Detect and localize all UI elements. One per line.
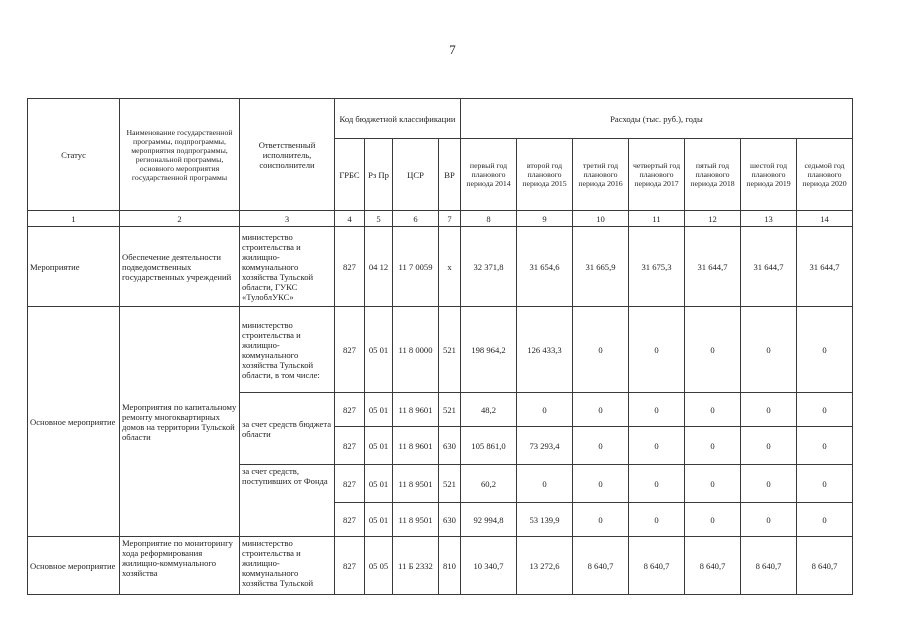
status-cell: Мероприятие (28, 227, 120, 307)
value-cell: 0 (741, 503, 797, 537)
status-cell: Основное мероприятие (28, 307, 120, 537)
value-cell: 31 675,3 (629, 227, 685, 307)
header-year-2016: третий год планового периода 2016 (573, 139, 629, 211)
header-year-2020: седьмой год планового периода 2020 (797, 139, 853, 211)
header-year-2019: шестой год планового периода 2019 (741, 139, 797, 211)
value-cell: 105 861,0 (461, 427, 517, 465)
header-year-2018: пятый год планового периода 2018 (685, 139, 741, 211)
executor-cell: министерство строительства и жилищно-коммунального хозяйства Тульской области, в том числе: (240, 307, 335, 393)
header-executor: Ответственный исполнитель, соисполнители (240, 99, 335, 211)
value-cell: 48,2 (461, 393, 517, 427)
value-cell: 0 (517, 465, 573, 503)
column-number: 9 (517, 211, 573, 227)
value-cell: 73 293,4 (517, 427, 573, 465)
value-cell: 0 (741, 393, 797, 427)
executor-cell: за счет средств бюджета области (240, 393, 335, 465)
status-cell: Основное мероприятие (28, 537, 120, 595)
header-csr: ЦСР (393, 139, 439, 211)
value-cell: 0 (573, 427, 629, 465)
value-cell: 0 (797, 465, 853, 503)
value-cell: 31 644,7 (685, 227, 741, 307)
value-cell: 0 (685, 503, 741, 537)
column-number: 11 (629, 211, 685, 227)
rzpr-cell: 05 01 (365, 465, 393, 503)
value-cell: 8 640,7 (685, 537, 741, 595)
value-cell: 0 (685, 465, 741, 503)
page-number: 7 (449, 42, 456, 57)
name-cell: Мероприятие по мониторингу хода реформирования жилищно-коммунального хозяйства (120, 537, 240, 595)
header-rzpr: Рз Пр (365, 139, 393, 211)
value-cell: 0 (629, 503, 685, 537)
csr-cell: 11 7 0059 (393, 227, 439, 307)
value-cell: 0 (797, 427, 853, 465)
vr-cell: 521 (439, 465, 461, 503)
value-cell: 0 (797, 393, 853, 427)
rzpr-cell: 05 01 (365, 307, 393, 393)
value-cell: 92 994,8 (461, 503, 517, 537)
header-row-top (28, 99, 853, 139)
header-year-2014: первый год планового периода 2014 (461, 139, 517, 211)
csr-cell: 11 8 9601 (393, 393, 439, 427)
column-number: 10 (573, 211, 629, 227)
vr-cell: х (439, 227, 461, 307)
value-cell: 8 640,7 (573, 537, 629, 595)
value-cell: 0 (629, 465, 685, 503)
rzpr-cell: 05 01 (365, 503, 393, 537)
value-cell: 8 640,7 (629, 537, 685, 595)
column-number-row (28, 211, 853, 227)
value-cell: 198 964,2 (461, 307, 517, 393)
name-cell: Мероприятия по капитальному ремонту многоквартирных домов на территории Тульской области (120, 307, 240, 537)
column-number: 3 (240, 211, 335, 227)
value-cell: 0 (629, 307, 685, 393)
value-cell: 0 (685, 307, 741, 393)
header-year-2015: второй год планового периода 2015 (517, 139, 573, 211)
rzpr-cell: 05 01 (365, 393, 393, 427)
rzpr-cell: 05 01 (365, 427, 393, 465)
vr-cell: 630 (439, 503, 461, 537)
grbs-cell: 827 (335, 393, 365, 427)
vr-cell: 521 (439, 307, 461, 393)
column-number: 6 (393, 211, 439, 227)
header-expenses: Расходы (тыс. руб.), годы (461, 99, 853, 139)
grbs-cell: 827 (335, 427, 365, 465)
header-year-2017: четвертый год планового периода 2017 (629, 139, 685, 211)
column-number: 8 (461, 211, 517, 227)
value-cell: 0 (741, 427, 797, 465)
executor-cell: министерство строительства и жилищно-коммунального хозяйства Тульской (240, 537, 335, 595)
csr-cell: 11 8 9601 (393, 427, 439, 465)
value-cell: 0 (629, 427, 685, 465)
column-number: 2 (120, 211, 240, 227)
value-cell: 0 (741, 465, 797, 503)
value-cell: 32 371,8 (461, 227, 517, 307)
header-grbs: ГРБС (335, 139, 365, 211)
name-cell: Обеспечение деятельности подведомственных государственных учреждений (120, 227, 240, 307)
budget-table (27, 98, 853, 595)
column-number: 7 (439, 211, 461, 227)
executor-cell: министерство строительства и жилищно-коммунального хозяйства Тульской области, ГУКС «ТулоблУКС» (240, 227, 335, 307)
grbs-cell: 827 (335, 465, 365, 503)
csr-cell: 11 8 9501 (393, 503, 439, 537)
rzpr-cell: 04 12 (365, 227, 393, 307)
value-cell: 0 (741, 307, 797, 393)
grbs-cell: 827 (335, 537, 365, 595)
vr-cell: 810 (439, 537, 461, 595)
value-cell: 0 (573, 307, 629, 393)
value-cell: 13 272,6 (517, 537, 573, 595)
value-cell: 60,2 (461, 465, 517, 503)
value-cell: 0 (797, 503, 853, 537)
header-vr: ВР (439, 139, 461, 211)
column-number: 14 (797, 211, 853, 227)
rzpr-cell: 05 05 (365, 537, 393, 595)
value-cell: 0 (517, 393, 573, 427)
value-cell: 0 (573, 393, 629, 427)
value-cell: 8 640,7 (741, 537, 797, 595)
column-number: 4 (335, 211, 365, 227)
column-number: 13 (741, 211, 797, 227)
csr-cell: 11 8 9501 (393, 465, 439, 503)
column-number: 12 (685, 211, 741, 227)
header-budget-code: Код бюджетной классификации (335, 99, 461, 139)
value-cell: 53 139,9 (517, 503, 573, 537)
executor-cell: за счет средств, поступивших от Фонда (240, 465, 335, 537)
csr-cell: 11 8 0000 (393, 307, 439, 393)
grbs-cell: 827 (335, 307, 365, 393)
value-cell: 31 654,6 (517, 227, 573, 307)
value-cell: 0 (685, 393, 741, 427)
table-row (28, 227, 853, 307)
table-row (28, 537, 853, 595)
value-cell: 0 (797, 307, 853, 393)
grbs-cell: 827 (335, 227, 365, 307)
value-cell: 31 644,7 (797, 227, 853, 307)
value-cell: 31 644,7 (741, 227, 797, 307)
value-cell: 0 (573, 465, 629, 503)
header-status: Статус (28, 99, 120, 211)
column-number: 1 (28, 211, 120, 227)
value-cell: 31 665,9 (573, 227, 629, 307)
vr-cell: 630 (439, 427, 461, 465)
value-cell: 8 640,7 (797, 537, 853, 595)
value-cell: 10 340,7 (461, 537, 517, 595)
value-cell: 126 433,3 (517, 307, 573, 393)
vr-cell: 521 (439, 393, 461, 427)
value-cell: 0 (573, 503, 629, 537)
header-name: Наименование государственной программы, подпрограммы, мероприятия подпрограммы, региональной программы, основного мероприятия государственной программы (120, 99, 240, 211)
table-row (28, 307, 853, 393)
value-cell: 0 (685, 427, 741, 465)
value-cell: 0 (629, 393, 685, 427)
column-number: 5 (365, 211, 393, 227)
csr-cell: 11 Б 2332 (393, 537, 439, 595)
grbs-cell: 827 (335, 503, 365, 537)
